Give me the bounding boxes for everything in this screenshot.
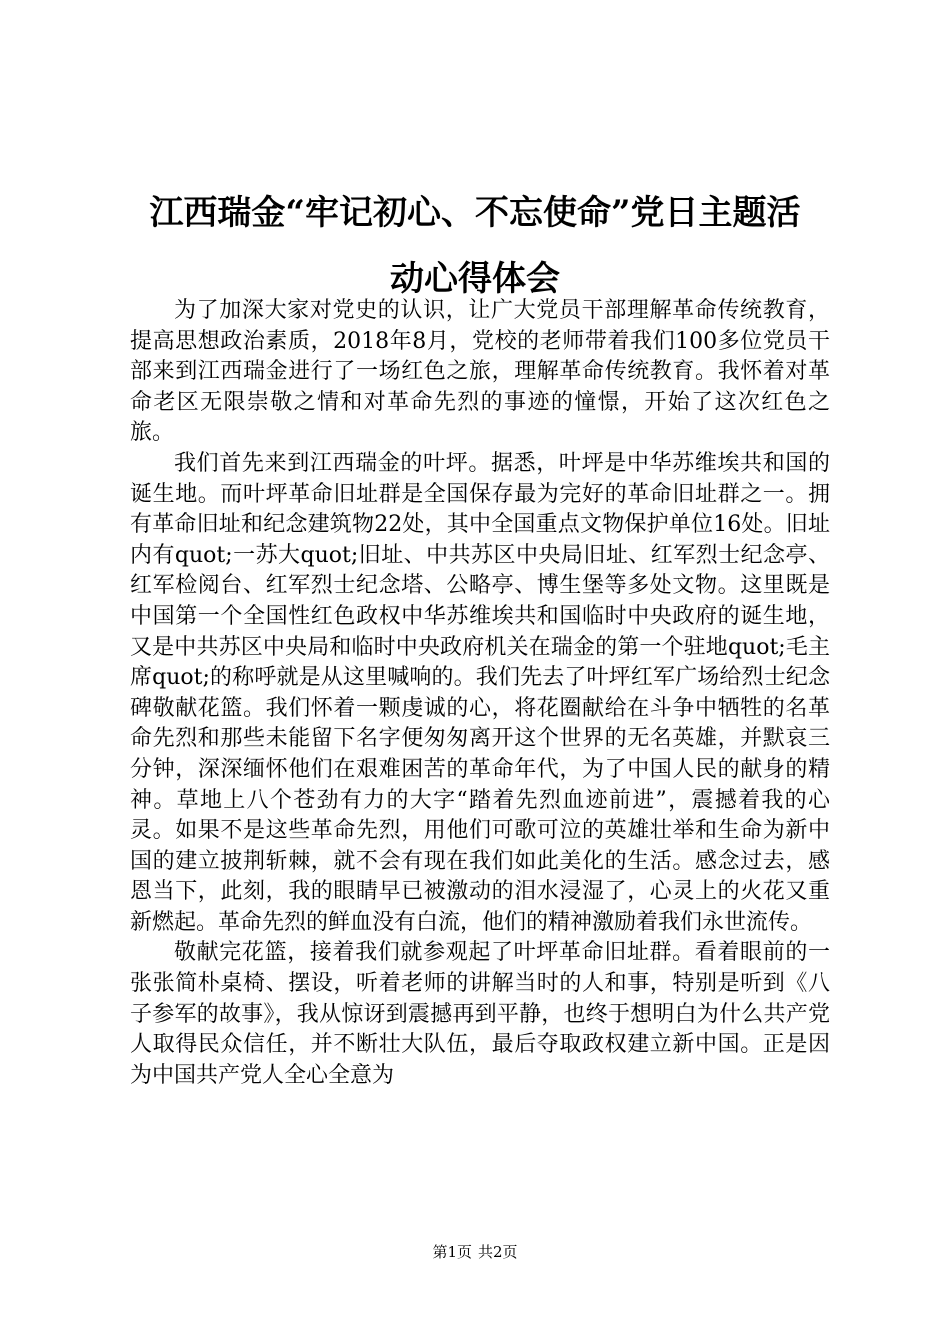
paragraph-3: 敬献完花篮，接着我们就参观起了叶坪革命旧址群。看着眼前的一张张简朴桌椅、摆设，听着老师的讲解当时的人和事，特别是听到《八子参军的故事》，我从惊讶到震撼再到平静，也终于想明白为什么共产党人取得民众信任，并不断壮大队伍，最后夺取政权建立新中国。正是因为中国共产党人全心全意为	[130, 940, 830, 1088]
title-line-2: 动心得体会	[390, 259, 560, 299]
page-number: 第1页	[432, 1243, 472, 1261]
paragraph-2: 我们首先来到江西瑞金的叶坪。据悉，叶坪是中华苏维埃共和国的诞生地。而叶坪革命旧址群是全国保存最为完好的革命旧址群之一。拥有革命旧址和纪念建筑物22处，其中全国重点文物保护单位16处。旧址内有quot;一苏大quot;旧址、中共苏区中央局旧址、红军烈士纪念亭、红军检阅台、红军烈士纪念塔、公略亭、博生堡等多处文物。这里既是中国第一个全国性红色政权中华苏维埃共和国临时中央政府的诞生地，又是中共苏区中央局和临时中央政府机关在瑞金的第一个驻地quot;毛主席quot;的称呼就是从这里喊响的。我们先去了叶坪红军广场给烈士纪念碑敬献花篮。我们怀着一颗虔诚的心，将花圈献给在斗争中牺牲的名革命先烈和那些未能留下名字便匆匆离开这个世界的无名英雄，并默哀三分钟，深深缅怀他们在艰难困苦的革命年代，为了中国人民的献身的精神。草地上八个苍劲有力的大字“踏着先烈血迹前进”，震撼着我的心灵。如果不是这些革命先烈，用他们可歌可泣的英雄壮举和生命为新中国的建立披荆斩棘，就不会有现在我们如此美化的生活。感念过去，感恩当下，此刻，我的眼睛早已被激动的泪水浸湿了，心灵上的火花又重新燃起。革命先烈的鲜血没有白流，他们的精神激励着我们永世流传。	[130, 450, 830, 935]
paragraph-1: 为了加深大家对党史的认识，让广大党员干部理解革命传统教育，提高思想政治素质，2018年8月，党校的老师带着我们100多位党员干部来到江西瑞金进行了一场红色之旅，理解革命传统教育。我怀着对革命老区无限崇敬之情和对革命先烈的事迹的憧憬，开始了这次红色之旅。	[130, 298, 830, 446]
title-line-1: 江西瑞金“牢记初心、不忘使命”党日主题活	[149, 193, 801, 233]
page-total: 共2页	[478, 1243, 518, 1261]
page-footer	[0, 1241, 950, 1262]
document-title	[120, 180, 830, 312]
document-body	[130, 296, 830, 1091]
